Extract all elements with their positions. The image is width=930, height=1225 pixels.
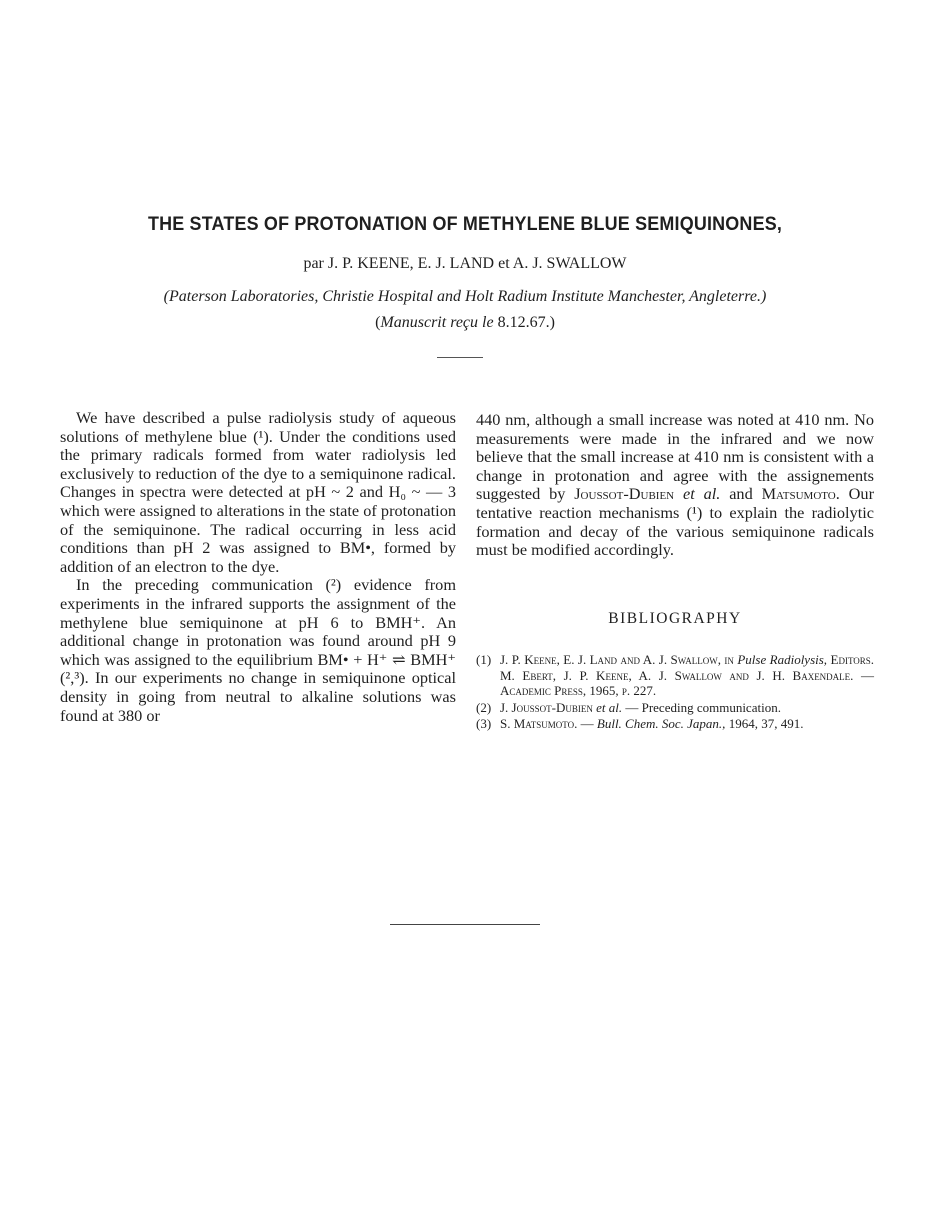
et-al: et al. [683,484,721,504]
reference-authors: J. P. Keene, E. J. Land and A. J. Swallow, in [500,652,734,667]
affiliation: (Paterson Laboratories, Christie Hospital and Holt Radium Institute Manchester, Angleterre.) [163,288,767,305]
reference-item [476,700,874,716]
and-word: and [729,484,753,504]
reference-item [476,716,874,732]
bibliography-heading: BIBLIOGRAPHY [608,610,742,627]
received-label: Manuscrit reçu le [380,314,494,331]
reference-text [500,652,874,699]
reference-authors: J. Joussot-Dubien [500,699,593,715]
reference-authors: S. Matsumoto. — [500,716,594,731]
reference-details: Editors. M. Ebert, J. P. Keene, A. J. Swallow and J. H. Baxendale. — Academic Press, 1965, p. 227. [500,652,875,698]
paragraph-2: In the preceding communication (²) evidence from experiments in the infrared supports the assignment of the methylene blue semiquinone at pH 6 to BMH⁺. An additional change in protonation was found around pH 9 which was assigned to the equilibrium BM• + H⁺ ⇌ BMH⁺ (²,³). In our experiments no change in semiquinone optical density in going from neutral to alkaline solutions was found at 380 or [60,575,456,725]
reference-source: et al. [596,699,623,715]
paragraph-3-text-b: . Our tentative reaction mechanisms (¹) to explain the radiolytic formation and decay of the various semiquinone radicals must be modified accordingly. [476,484,874,560]
reference-item [476,652,874,699]
reference-number: (3) [476,716,492,731]
paragraph-3 [476,411,874,560]
left-column [60,409,456,725]
author-ref-matsumoto: Matsumoto [761,484,836,504]
reference-source: Bull. Chem. Soc. Japan., [596,716,726,731]
right-column [476,411,874,560]
reference-details: 1964, 37, 491. [728,716,804,731]
received-close: ) [549,314,555,331]
received-open: ( [375,314,381,331]
reference-number: (1) [476,652,492,667]
paragraph-1: We have described a pulse radiolysis study of aqueous solutions of methylene blue (¹). Under the conditions used the primary radicals formed from water radiolysis led exclusively to reduction of the dye to a semiquinone radical. Changes in spectra were detected at pH ~ 2 and H₀ ~ — 3 which were assigned to alterations in the state of protonation of the semiquinone. The radical occurring in less acid conditions than pH 2 was assigned to BM•, formed by addition of an electron to the dye. [60,408,456,576]
title-divider [437,357,483,358]
end-divider [390,924,540,925]
received-date [0,314,930,332]
author-line: par J. P. KEENE, E. J. LAND et A. J. SWALLOW [303,255,627,272]
reference-text [500,700,874,716]
author-ref-joussot: Joussot-Dubien [574,484,675,504]
reference-text [500,716,874,732]
article-title: THE STATES OF PROTONATION OF METHYLENE BLUE SEMIQUINONES, [147,213,783,235]
reference-list [476,652,874,733]
reference-details: — Preceding communication. [625,699,781,715]
reference-number: (2) [476,699,492,715]
received-date-value: 8.12.67. [497,314,550,331]
paragraph-3-text-a: 440 nm, although a small increase was noted at 410 nm. No measurements were made in the infrared and we now believe that the small increase at 410 nm is consistent with a change in protonation and agree with the assignements suggested by [476,410,874,504]
reference-source: Pulse Radiolysis, [737,652,828,667]
